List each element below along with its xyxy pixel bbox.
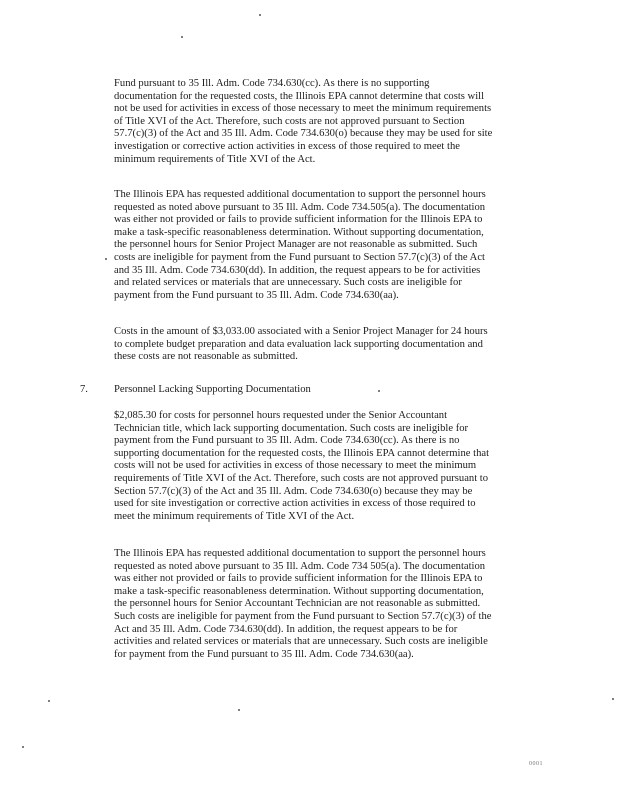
section-heading: Personnel Lacking Supporting Documentation <box>114 384 311 395</box>
paragraph-documentation-request-manager: The Illinois EPA has requested additional documentation to support the personnel hours requested as noted above pursuant to 35 Ill. Adm. Code 734.505(a). The documentation was either not provided or fails to provide sufficient information for the Illinois EPA to make a task-specific reasonableness determination. Without supporting documentation, the personnel hours for Senior Project Manager are not reasonable as submitted. Such costs are ineligible for payment from the Fund pursuant to Section 57.7(c)(3) of the Act and 35 Ill. Adm. Code 734.630(dd). In addition, the request appears to be for activities and related services or materials that are unnecessary. Such costs are ineligible for payment from the Fund pursuant to 35 Ill. Adm. Code 734.630(aa). <box>114 189 486 301</box>
paragraph-documentation-request-accountant: The Illinois EPA has requested additional documentation to support the personnel hours requested as noted above pursuant to 35 Ill. Adm. Code 734 505(a). The documentation was either not provided or fails to provide sufficient information for the Illinois EPA to make a task-specific reasonableness determination. Without supporting documentation, the personnel hours for Senior Accountant Technician are not reasonable as submitted. Such costs are ineligible for payment from the Fund pursuant to Section 57.7(c)(3) of the Act and 35 Ill. Adm. Code 734.630(dd). In addition, the request appears to be for activities and related services or materials that are unnecessary. Such costs are ineligible for payment from the Fund pursuant to 35 Ill. Adm. Code 734.630(aa). <box>114 548 492 660</box>
scan-speck <box>612 698 614 700</box>
scan-speck <box>259 14 261 16</box>
section-number: 7. <box>80 384 88 395</box>
scan-speck <box>105 258 107 260</box>
scan-speck <box>22 746 24 748</box>
scan-speck <box>48 700 50 702</box>
paragraph-continuation: Fund pursuant to 35 Ill. Adm. Code 734.630(cc). As there is no supporting documentation for the requested costs, the Illinois EPA cannot determine that costs will not be used for activities in excess of those necessary to meet the minimum requirements of Title XVI of the Act. Therefore, such costs are not approved pursuant to Section 57.7(c)(3) of the Act and 35 Ill. Adm. Code 734.630(o) because they may be used for site investigation or corrective action activities in excess of those required to meet the minimum requirements of Title XVI of the Act. <box>114 78 493 165</box>
scan-speck <box>378 390 380 392</box>
page-mark: 0001 <box>529 761 543 767</box>
scan-speck <box>238 709 240 711</box>
paragraph-accountant-costs: $2,085.30 for costs for personnel hours requested under the Senior Accountant Technician title, which lack supporting documentation. Such costs are ineligible for payment from the Fund pursuant to 35 Ill. Adm. Code 734.630(cc). As there is no supporting documentation for the requested costs, the Illinois EPA cannot determine that costs will not be used for activities in excess of those necessary to meet the minimum requirements of Title XVI of the Act. Therefore, such costs are not approved pursuant to Section 57.7(c)(3) of the Act and 35 Ill. Adm. Code 734.630(o) because they may be used for site investigation or corrective action activities in excess of those required to meet the minimum requirements of Title XVI of the Act. <box>114 410 490 522</box>
paragraph-manager-costs: Costs in the amount of $3,033.00 associated with a Senior Project Manager for 24 hours to complete budget preparation and data evaluation lack supporting documentation and these costs are not reasonable as submitted. <box>114 326 488 363</box>
scan-speck <box>181 36 183 38</box>
